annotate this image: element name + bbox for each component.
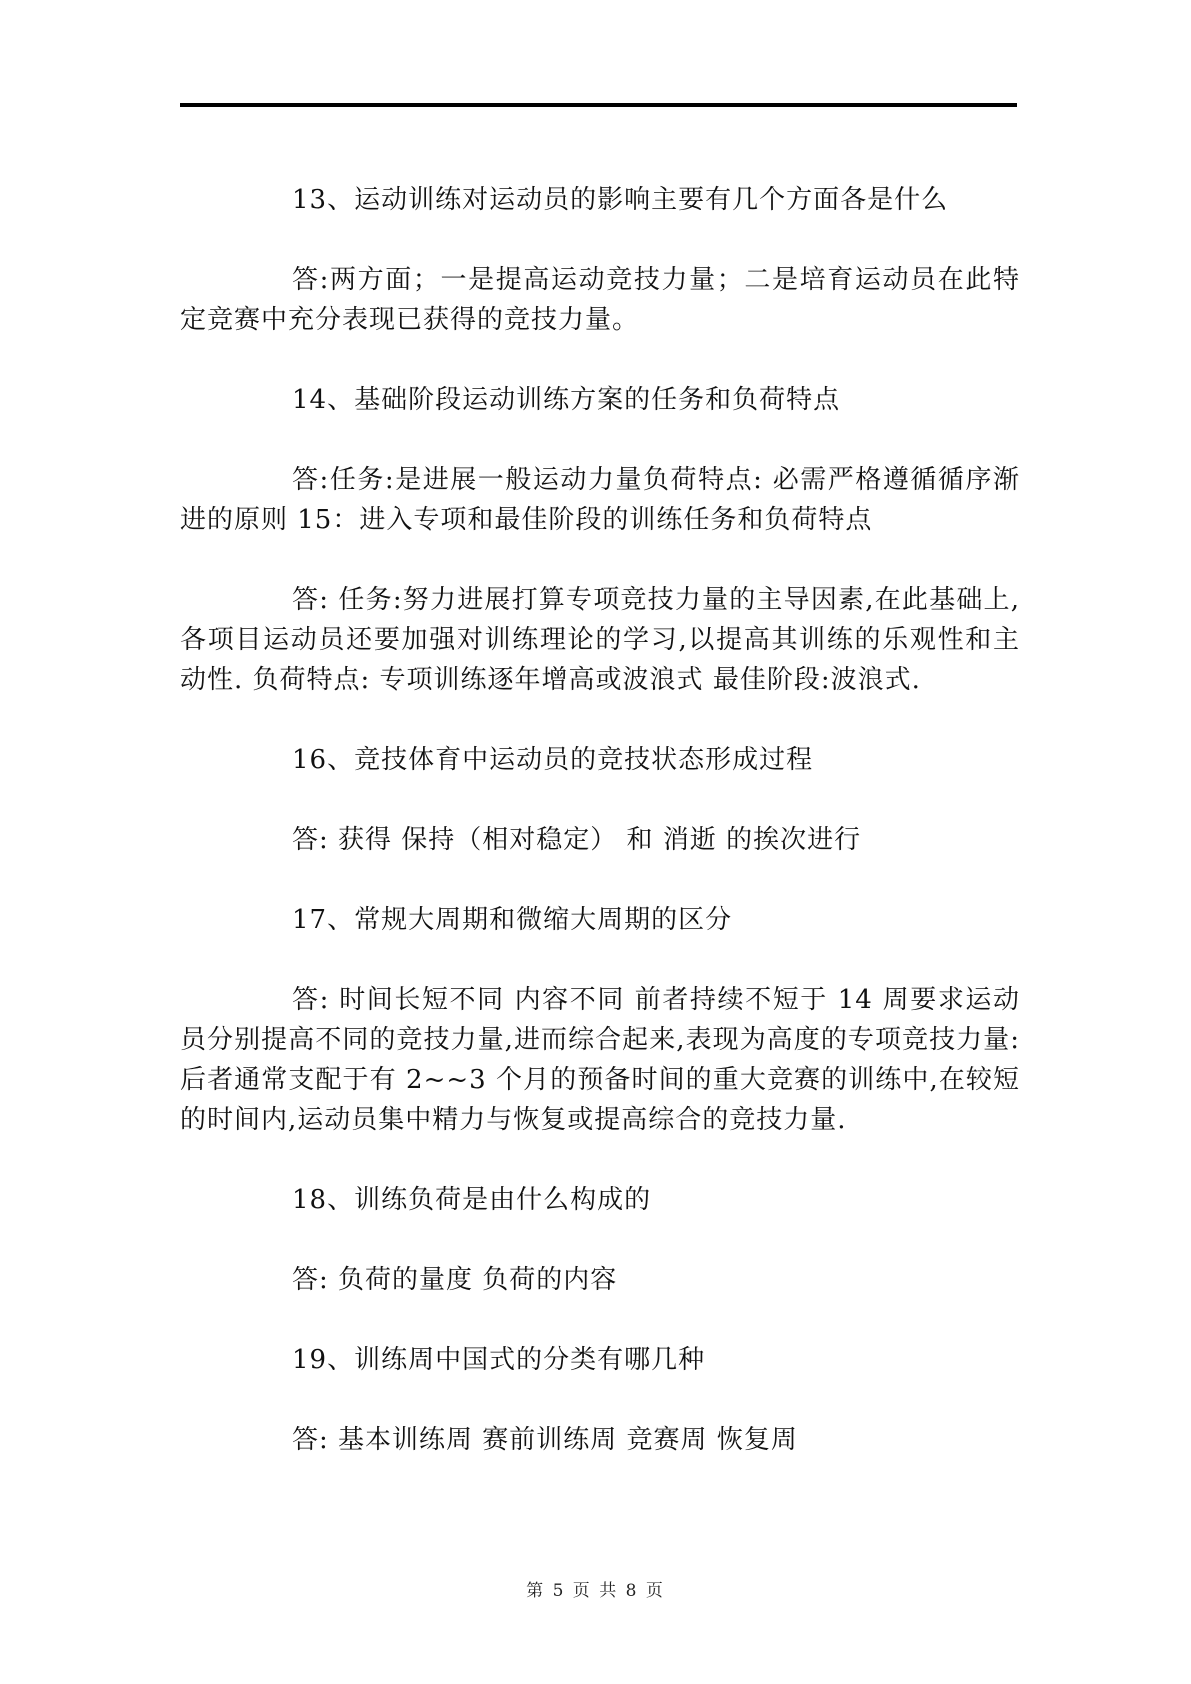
answer-18: 答: 负荷的量度 负荷的内容 [292,1265,618,1295]
answer-19: 答: 基本训练周 赛前训练周 竞赛周 恢复周 [292,1425,798,1455]
question-13: 13、运动训练对运动员的影响主要有几个方面各是什么 [292,185,949,215]
question-14: 14、基础阶段运动训练方案的任务和负荷特点 [292,385,841,415]
question-16: 16、竞技体育中运动员的竞技状态形成过程 [292,745,814,775]
page-number: 第 5 页 共 8 页 [526,1581,665,1601]
question-18: 18、训练负荷是由什么构成的 [292,1185,652,1215]
header-rule [180,103,1017,107]
answer-14: 答:任务:是进展一般运动力量负荷特点: 必需严格遵循循序渐进的原则 15：进入专项和最佳阶段的训练任务和负荷特点 [180,465,1020,535]
question-19: 19、训练周中国式的分类有哪几种 [292,1345,706,1375]
answer-17: 答: 时间长短不同 内容不同 前者持续不短于 14 周要求运动员分别提高不同的竞技力量,进而综合起来,表现为高度的专项竞技力量:后者通常支配于有 2~~3 个月的预备时间的重大竞赛的训练中,在较短的时间内,运动员集中精力与恢复或提高综合的竞技力量. [180,985,1020,1135]
document-body [180,180,1020,1500]
answer-15: 答: 任务:努力进展打算专项竞技力量的主导因素,在此基础上,各项目运动员还要加强对训练理论的学习,以提高其训练的乐观性和主动性. 负荷特点: 专项训练逐年增高或波浪式 最佳阶段:波浪式. [180,585,1020,695]
answer-16: 答: 获得 保持（相对稳定） 和 消逝 的挨次进行 [292,825,862,855]
question-17: 17、常规大周期和微缩大周期的区分 [292,905,733,935]
answer-13: 答:两方面；一是提高运动竞技力量；二是培育运动员在此特定竞赛中充分表现已获得的竞技力量。 [180,265,1020,335]
